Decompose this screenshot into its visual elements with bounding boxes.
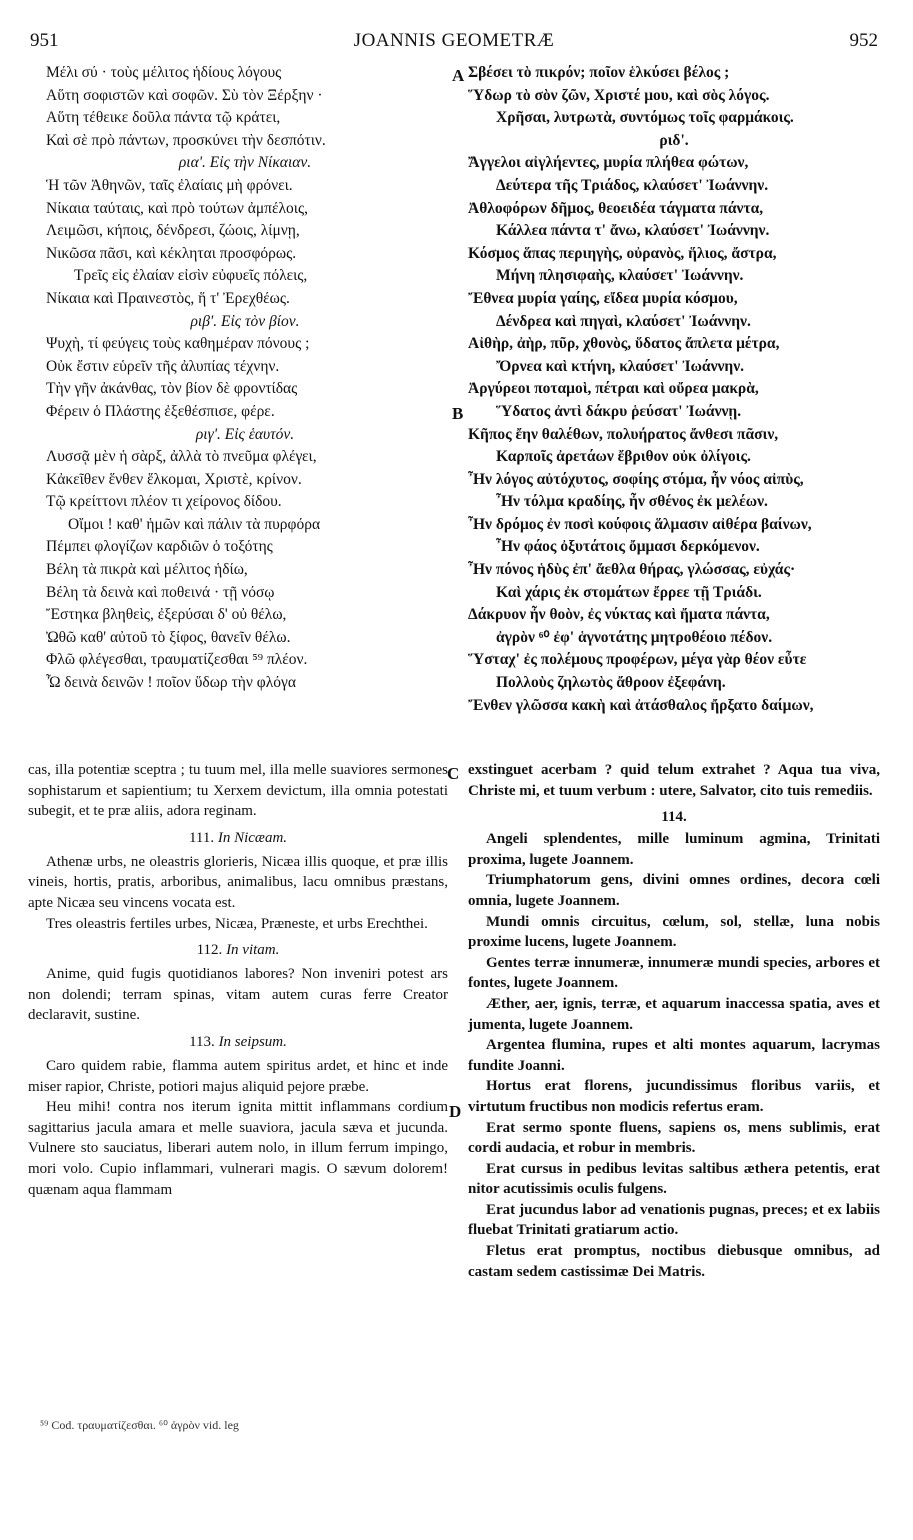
verse-line: Λειμῶσι, κήποις, δένδρεσι, ζώοις, λίμνῃ, — [46, 222, 300, 240]
verse-line: Καρποῖς ἀρετάων ἔβριθον οὐκ ὀλίγοις. — [496, 448, 751, 466]
verse-line: Νικῶσα πᾶσι, καὶ κέκληται προσφόρως. — [46, 244, 297, 262]
verse-line: Φέρειν ὁ Πλάστης ἐξεθέσπισε, φέρε. — [46, 402, 275, 420]
section-number: 114. — [661, 809, 687, 826]
verse-line: Ἦν πόνος ἡδὺς ἐπ' ἄεθλα θήρας, γλώσσας, εὐχάς· — [468, 561, 796, 579]
translation-paragraph: Hortus erat florens, jucundissimus floribus variis, et virtutum fructibus non modicis refertus eram. — [468, 1078, 880, 1115]
translation-paragraph: exstinguet acerbam ? quid telum extrahet ? Aqua tua viva, Christe mi, et tuum verbum : utere, Salvator, cito tuis remediis. — [468, 762, 880, 799]
translation-paragraph: Athenæ urbs, ne oleastris glorieris, Nicæa illis quoque, et præ illis vineis, hortis, pratis, arboribus, animalibus, lacu omnibus præstans, apte Nicæa seu vincens vocata est. — [28, 853, 448, 911]
translation-paragraph: Erat sermo sponte fluens, sapiens os, mens sublimis, erat cordi audacia, et robur in membris. — [468, 1119, 880, 1157]
translation-paragraph: Caro quidem rabie, flamma autem spiritus ardet, et hinc et inde miser rapior, Christe, potiori majus aliquid pejore præbe. — [28, 1057, 448, 1095]
verse-line: Ἦν λόγος αὐτόχυτος, σοφίης στόμα, ἦν νόος αἰπὺς, — [468, 470, 804, 488]
verse-line: Νίκαια καὶ Πραινεστὸς, ἥ τ' Ἐρεχθέως. — [46, 289, 290, 307]
verse-line: Ἦν φάος ὀξυτάτοις ὄμμασι δερκόμενον. — [496, 538, 760, 556]
section-title — [28, 826, 448, 850]
verse-line: Τρεῖς εἰς ἐλαίαν εἰσὶν εὐφυεῖς πόλεις, — [74, 267, 308, 285]
verse-line: Νίκαια ταύταις, καὶ πρὸ τούτων ἀμπέλοις, — [46, 199, 308, 217]
verse-line: Ψυχὴ, τί φεύγεις τοὺς καθημέραν πόνους ; — [46, 335, 310, 353]
translation-paragraph: Argentea flumina, rupes et alti montes aquarum, lacrymas fundite Joanni. — [468, 1037, 880, 1074]
verse-line: Ἡ τῶν Ἀθηνῶν, ταῖς ἐλαίαις μὴ φρόνει. — [46, 176, 293, 194]
verse-line: Ὕδατος ἀντὶ δάκρυ ῥεύσατ' Ἰωάννῃ. — [496, 402, 742, 420]
verse-line: Αἰθὴρ, ἀὴρ, πῦρ, χθονὸς, ὕδατος ἄπλετα μέτρα, — [468, 335, 780, 353]
translation-paragraph: Erat cursus in pedibus levitas saltibus æthera petentis, erat nitor acutissimis oculis fulgens. — [468, 1160, 880, 1198]
page-number-right: 952 — [849, 30, 878, 51]
footnote: ⁵⁹ Cod. τραυματίζεσθαι. ⁶⁰ ἀγρὸν vid. leg — [40, 1418, 239, 1432]
verse-line: Ὠθῶ καθ' αὐτοῦ τὸ ξίφος, θανεῖν θέλω. — [46, 628, 291, 646]
poem-title: ριβ'. Εἰς τὸν βίον. — [190, 312, 300, 330]
verse-line: Κἀκεῖθεν ἕνθεν ἕλκομαι, Χριστὲ, κρίνον. — [46, 470, 302, 488]
verse-line: Καὶ χάρις ἐκ στομάτων ἔρρεε τῇ Τριάδι. — [496, 583, 762, 601]
verse-line: Χρῆσαι, λυτρωτὰ, συντόμως τοῖς φαρμάκοις. — [496, 109, 794, 127]
translation-paragraph: Fletus erat promptus, noctibus diebusque omnibus, ad castam sedem castissimæ Dei Matris. — [468, 1243, 880, 1280]
poem-title: ρια'. Εἰς τὴν Νίκαιαν. — [178, 154, 312, 172]
verse-line: Σβέσει τὸ πικρόν; ποῖον ἑλκύσει βέλος ; — [468, 64, 730, 81]
section-number: 112. — [196, 942, 227, 959]
verse-line: Κόσμος ἅπας περιηγὴς, οὐρανὸς, ἥλιος, ἄστρα, — [468, 244, 777, 262]
section-title — [28, 1030, 448, 1054]
verse-line: Δένδρεα καὶ πηγαὶ, κλαύσετ' Ἰωάννην. — [496, 312, 751, 330]
verse-line: Φλῶ φλέγεσθαι, τραυματίζεσθαι ⁵⁹ πλέον. — [46, 651, 308, 669]
poem-title: ριγ'. Εἰς ἑαυτόν. — [195, 425, 295, 443]
margin-marker-a: A — [452, 66, 465, 85]
verse-line: Μήνη πλησιφαὴς, κλαύσετ' Ἰωάννην. — [496, 267, 744, 285]
poem-number: ριδ'. — [659, 131, 689, 149]
translation-paragraph: Angeli splendentes, mille luminum agmina, Trinitati proxima, lugete Joannem. — [468, 831, 880, 868]
verse-line: Ὕσταχ' ἐς πολέμους προφέρων, μέγα γὰρ θέον εὖτε — [468, 651, 807, 669]
greek-column-right — [468, 62, 880, 717]
verse-line: Αὕτη σοφιστῶν καὶ σοφῶν. Σὺ τὸν Ξέρξην · — [46, 86, 323, 104]
section-heading: In vitam. — [226, 942, 280, 959]
section-title — [28, 938, 448, 962]
verse-line: Μέλι σύ · τοὺς μέλιτος ἡδίους λόγους — [46, 64, 282, 81]
verse-line: Δεύτερα τῆς Τριάδος, κλαύσετ' Ἰωάννην. — [496, 176, 769, 194]
translation-paragraph: Tres oleastris fertiles urbes, Nicæa, Præneste, et urbs Erechthei. — [46, 915, 428, 932]
verse-line: Ἄγγελοι αἰγλήεντες, μυρία πλήθεα φώτων, — [468, 154, 749, 172]
verse-line: Ἀθλοφόρων δῆμος, θεοειδέα τάγματα πάντα, — [468, 199, 764, 217]
verse-line: Πέμπει φλογίζων καρδιῶν ὁ τοξότης — [46, 538, 273, 556]
translation-paragraph: Heu mihi! contra nos iterum ignita mittit inflammans cordium sagittarius jacula amara et melle suaviora, jacula sæva et jucunda. Vulnere sto sauciatus, liberari autem nolo, in illum ferrum impingo, mori volo. Cupio inflammari, vulnerari magis. O sævum dolorem! quænam aqua flammam — [28, 1099, 448, 1198]
latin-column-right — [468, 760, 880, 1282]
section-heading: In seipsum. — [218, 1033, 287, 1050]
verse-line: Καὶ σὲ πρὸ πάντων, προσκύνει τὴν δεσπότιν. — [46, 131, 326, 149]
page-number-left: 951 — [30, 30, 59, 51]
verse-line: ἀγρὸν ⁶⁰ ἐφ' ἁγνοτάτης μητροθέοιο πέδον. — [496, 628, 773, 646]
page-header — [30, 30, 878, 58]
section-heading: In Nicæam. — [217, 829, 288, 846]
running-title: JOANNIS GEOMETRÆ — [353, 30, 555, 51]
verse-line: Οὐκ ἔστιν εὑρεῖν τῆς ἀλυπίας τέχνην. — [46, 357, 280, 375]
translation-paragraph: Anime, quid fugis quotidianos labores? Non inveniri potest ars non dolendi; terram spinas, vitam autem curas ferre Creator declaravit, sustine. — [28, 966, 448, 1024]
verse-line: Τῷ κρείττονι πλέον τι χείρονος δίδου. — [46, 493, 282, 511]
verse-line: Ἔνθεν γλῶσσα κακὴ καὶ ἀτάσθαλος ἤρξατο δαίμων, — [468, 696, 814, 714]
verse-line: Βέλη τὰ δεινὰ καὶ ποθεινά · τῇ νόσῳ — [46, 583, 275, 601]
verse-line: Πολλοὺς ζηλωτὸς ἄθροον ἐξεφάνη. — [496, 674, 726, 692]
translation-paragraph: Erat jucundus labor ad venationis pugnas, preces; et ex labiis fluebat Trinitati gratiarum actio. — [468, 1201, 880, 1239]
verse-line: Δάκρυον ἦν θοὸν, ἐς νύκτας καὶ ἤματα πάντα, — [468, 606, 770, 624]
verse-line: Βέλη τὰ πικρὰ καὶ μέλιτος ἡδίω, — [46, 561, 248, 579]
section-number: 111. — [188, 829, 218, 846]
greek-column-left — [46, 62, 444, 695]
verse-line: Ἀργύρεοι ποταμοὶ, πέτραι καὶ οὔρεα μακρὰ, — [468, 380, 759, 398]
verse-line: Τὴν γῆν ἀκάνθας, τὸν βίον δὲ φροντίδας — [46, 380, 298, 398]
margin-marker-c: C — [447, 764, 460, 783]
verse-line: Ἦν τόλμα κραδίης, ἦν σθένος ἐκ μελέων. — [496, 493, 768, 511]
verse-line: Λυσσᾷ μὲν ἡ σὰρξ, ἀλλὰ τὸ πνεῦμα φλέγει, — [46, 448, 317, 466]
margin-marker-b: B — [452, 404, 464, 423]
margin-marker-d: D — [449, 1102, 462, 1121]
translation-paragraph: Gentes terræ innumeræ, innumeræ mundi species, arbores et fontes, lugete Joannem. — [468, 954, 880, 992]
verse-line: Ὕδωρ τὸ σὸν ζῶν, Χριστέ μου, καὶ σὸς λόγος. — [468, 86, 770, 104]
verse-line: Ὄρνεα καὶ κτήνη, κλαύσετ' Ἰωάννην. — [496, 357, 745, 375]
translation-paragraph: Æther, aer, ignis, terræ, et aquarum inaccessa spatia, aves et jumenta, lugete Joannem. — [468, 995, 880, 1033]
verse-line: Αὕτη τέθεικε δοῦλα πάντα τῷ κράτει, — [46, 109, 281, 127]
verse-line: Κῆπος ἔην θαλέθων, πολυήρατος ἄνθεσι πᾶσιν, — [468, 425, 779, 443]
latin-column-left — [28, 760, 448, 1200]
translation-paragraph: Triumphatorum gens, divini omnes ordines, decora cœli omnia, lugete Joannem. — [468, 872, 880, 909]
verse-line: Ὦ δεινὰ δεινῶν ! ποῖον ὕδωρ τὴν φλόγα — [46, 674, 296, 692]
verse-line: Ἔθνεα μυρία γαίης, εἴδεα μυρία κόσμου, — [468, 289, 738, 307]
translation-paragraph: Mundi omnis circuitus, cœlum, sol, stellæ, luna nobis proxime lucens, lugete Joannem. — [468, 913, 880, 951]
verse-line: Οἴμοι ! καθ' ἡμῶν καὶ πάλιν τὰ πυρφόρα — [68, 515, 321, 533]
verse-line: Ἦν δρόμος ἐν ποσὶ κούφοις ἅλμασιν αἰθέρα βαίνων, — [468, 515, 812, 533]
verse-line: Κάλλεα πάντα τ' ἄνω, κλαύσετ' Ἰωάννην. — [496, 222, 770, 240]
section-number: 113. — [189, 1033, 219, 1050]
translation-paragraph: cas, illa potentiæ sceptra ; tu tuum mel, illa melle suaviores sermones sophistarum et sapientium; tu Xerxem devictum, illa omnia potestati subegit, et te præ aliis, adora reginam. — [28, 762, 448, 820]
verse-line: Ἔστηκα βληθεὶς, ἐξερύσαι δ' οὐ θέλω, — [46, 606, 287, 624]
